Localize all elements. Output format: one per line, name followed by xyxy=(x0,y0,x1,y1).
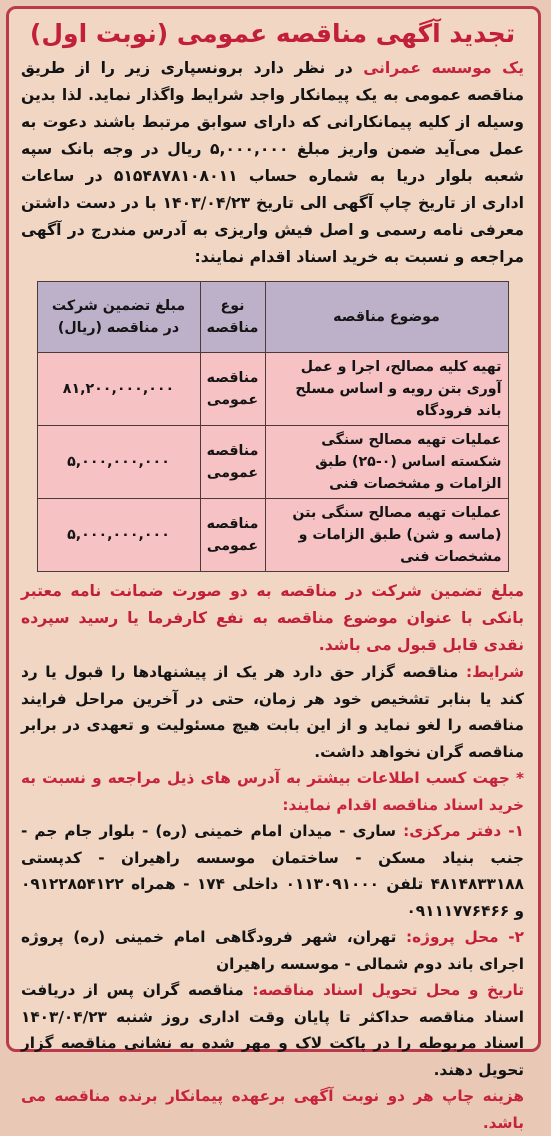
delivery-label: تاریخ و محل تحویل اسناد مناقصه: xyxy=(252,981,525,999)
office-label: ۱- دفتر مرکزی: xyxy=(403,822,524,840)
delivery-paragraph xyxy=(21,977,524,1083)
header-amount: مبلغ تضمین شرکت در مناقصه (ریال) xyxy=(37,282,200,353)
notice-title: تجدید آگهی مناقصه عمومی (نوبت اول) xyxy=(29,19,516,48)
row-type: مناقصه عمومی xyxy=(200,499,265,572)
table-row xyxy=(37,426,508,499)
table-row xyxy=(37,353,508,426)
conditions-label: شرایط: xyxy=(465,663,524,681)
delivery-body: مناقصه گران پس از دریافت اسناد مناقصه حداکثر تا پایان وقت اداری روز شنبه ۱۴۰۳/۰۴/۲۳ اسناد مربوطه را در پاکت لاک و مهر شده به نشانی مناقصه گزار تحویل دهند. xyxy=(21,981,524,1079)
row-amount: ۵,۰۰۰,۰۰۰,۰۰۰ xyxy=(37,426,200,499)
tender-notice xyxy=(6,6,541,1132)
header-type: نوع مناقصه xyxy=(200,282,265,353)
intro-lead: یک موسسه عمرانی xyxy=(363,59,524,77)
cost-note: هزینه چاپ هر دو نوبت آگهی برعهده پیمانکار برنده مناقصه می باشد. xyxy=(21,1087,524,1132)
row-subject: عملیات تهیه مصالح سنگی بتن (ماسه و شن) طبق الزامات و مشخصات فنی xyxy=(265,499,508,572)
table-header-row xyxy=(37,282,508,353)
project-body: تهران، شهر فرودگاهی امام خمینی (ره) پروژه اجرای باند دوم شمالی - موسسه راهیران xyxy=(21,928,524,973)
office-paragraph xyxy=(21,818,524,924)
office-body: ساری - میدان امام خمینی (ره) - بلوار جام جم - جنب بنیاد مسکن - ساختمان موسسه راهیران - کدپستی ۴۸۱۴۸۳۳۱۸۸ تلفن ۰۱۱۳۰۹۱۰۰۰ داخلی ۱۷۴ - همراه ۰۹۱۲۲۸۵۴۱۲۲ و ۰۹۱۱۱۷۷۶۴۶۶ xyxy=(21,822,524,920)
row-amount: ۵,۰۰۰,۰۰۰,۰۰۰ xyxy=(37,499,200,572)
table-row xyxy=(37,499,508,572)
row-subject: عملیات تهیه مصالح سنگی شکسته اساس (۰-۲۵) طبق الزامات و مشخصات فنی xyxy=(265,426,508,499)
row-amount: ۸۱,۲۰۰,۰۰۰,۰۰۰ xyxy=(37,353,200,426)
conditions-paragraph xyxy=(21,659,524,765)
project-paragraph xyxy=(21,924,524,977)
conditions-body: مناقصه گزار حق دارد هر یک از پیشنهادها را قبول یا رد کند یا بنابر تشخیص خود هر زمان، حتی در آخرین مراحل فرایند مناقصه را لغو نماید و از این بابت هیچ مسئولیت و تعهدی در برابر مناقصه گران نخواهد داشت. xyxy=(21,663,524,761)
intro-paragraph xyxy=(21,55,524,271)
guarantee-paragraph: مبلغ تضمین شرکت در مناقصه به دو صورت ضمانت نامه معتبر بانکی با عنوان موضوع مناقصه به نفع کارفرما یا رسید سپرده نقدی قابل قبول می باشد. xyxy=(21,582,524,654)
intro-body: در نظر دارد برونسپاری زیر را از طریق مناقصه عمومی به یک پیمانکار واجد شرایط واگذار نماید. لذا بدین وسیله از کلیه پیمانکارانی که دارای سوابق مرتبط باشند دعوت به عمل می‌آید ضمن واریز مبلغ ۵,۰۰۰,۰۰۰ ریال در وجه بانک سپه شعبه بلوار دریا به شماره حساب ۵۱۵۴۸۷۸۱۰۸۰۱۱ در ساعات اداری از تاریخ چاپ آگهی الی تاریخ ۱۴۰۳/۰۴/۲۳ با در دست داشتن معرفی نامه رسمی و اصل فیش واریزی به آدرس مندرج در آگهی مراجعه و نسبت به خرید اسناد اقدام نمایند: xyxy=(21,59,524,266)
header-subject: موضوع مناقصه xyxy=(265,282,508,353)
project-label: ۲- محل پروژه: xyxy=(406,928,524,946)
tender-table xyxy=(37,281,509,572)
row-type: مناقصه عمومی xyxy=(200,353,265,426)
row-subject: تهیه کلیه مصالح، اجرا و عمل آوری بتن رویه و اساس مسلح باند فرودگاه xyxy=(265,353,508,426)
row-type: مناقصه عمومی xyxy=(200,426,265,499)
info-paragraph: * جهت کسب اطلاعات بیشتر به آدرس های ذیل مراجعه و نسبت به خرید اسناد مناقصه اقدام نمایند: xyxy=(21,769,524,814)
